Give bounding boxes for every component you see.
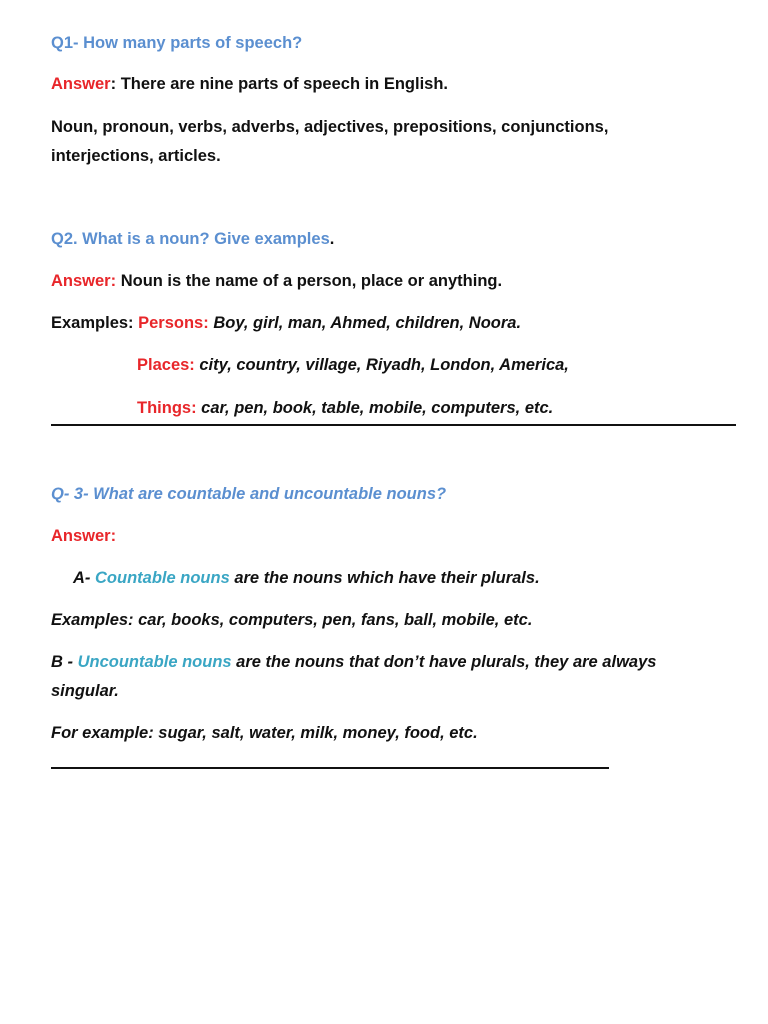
section-divider xyxy=(51,424,736,426)
underscore-line xyxy=(51,767,609,769)
q3-b-text: are the nouns that don’t have plurals, they are always xyxy=(231,653,657,671)
q2-places-label: Places: xyxy=(137,356,195,374)
q2-answer-label: Answer: xyxy=(51,272,117,290)
q2-examples-places xyxy=(137,354,569,376)
q2-persons-text: Boy, girl, man, Ahmed, children, Noora. xyxy=(208,314,522,332)
q3-a-text: are the nouns which have their plurals. xyxy=(229,569,540,587)
q2-question-text: Q2. What is a noun? Give examples xyxy=(51,230,330,248)
q3-b-prefix: B - xyxy=(51,653,78,671)
q3-countable-definition xyxy=(73,567,540,589)
q1-answer-text: : There are nine parts of speech in English. xyxy=(110,75,449,93)
q3-countable-examples: Examples: car, books, computers, pen, fans, ball, mobile, etc. xyxy=(51,611,533,629)
q3-answer-label: Answer: xyxy=(51,527,117,545)
q3-question: Q- 3- What are countable and uncountable nouns? xyxy=(51,485,447,503)
q1-answer-label: Answer xyxy=(51,75,111,93)
q2-things-text: car, pen, book, table, mobile, computers, etc. xyxy=(196,399,554,417)
q2-examples-label: Examples: xyxy=(51,314,139,332)
q3-countable-term: Countable nouns xyxy=(95,569,230,587)
q2-answer-text: Noun is the name of a person, place or anything. xyxy=(116,272,503,290)
q2-question xyxy=(51,228,334,250)
q2-examples-persons xyxy=(51,312,521,334)
q2-question-period: . xyxy=(329,230,335,248)
q1-list-line1: Noun, pronoun, verbs, adverbs, adjectives, prepositions, conjunctions, xyxy=(51,118,609,136)
q1-list-line2: interjections, articles. xyxy=(51,147,221,165)
q1-question: Q1- How many parts of speech? xyxy=(51,34,303,52)
q2-examples-things xyxy=(137,397,553,419)
q1-answer xyxy=(51,73,448,95)
q2-persons-label: Persons: xyxy=(138,314,209,332)
q2-things-label: Things: xyxy=(137,399,197,417)
q3-uncountable-definition-cont: singular. xyxy=(51,682,119,700)
q2-places-text: city, country, village, Riyadh, London, America, xyxy=(194,356,569,374)
q3-uncountable-examples: For example: sugar, salt, water, milk, money, food, etc. xyxy=(51,724,478,742)
q3-a-prefix: A- xyxy=(73,569,95,587)
q3-uncountable-definition xyxy=(51,651,656,673)
q2-answer xyxy=(51,270,502,292)
q3-uncountable-term: Uncountable nouns xyxy=(77,653,232,671)
